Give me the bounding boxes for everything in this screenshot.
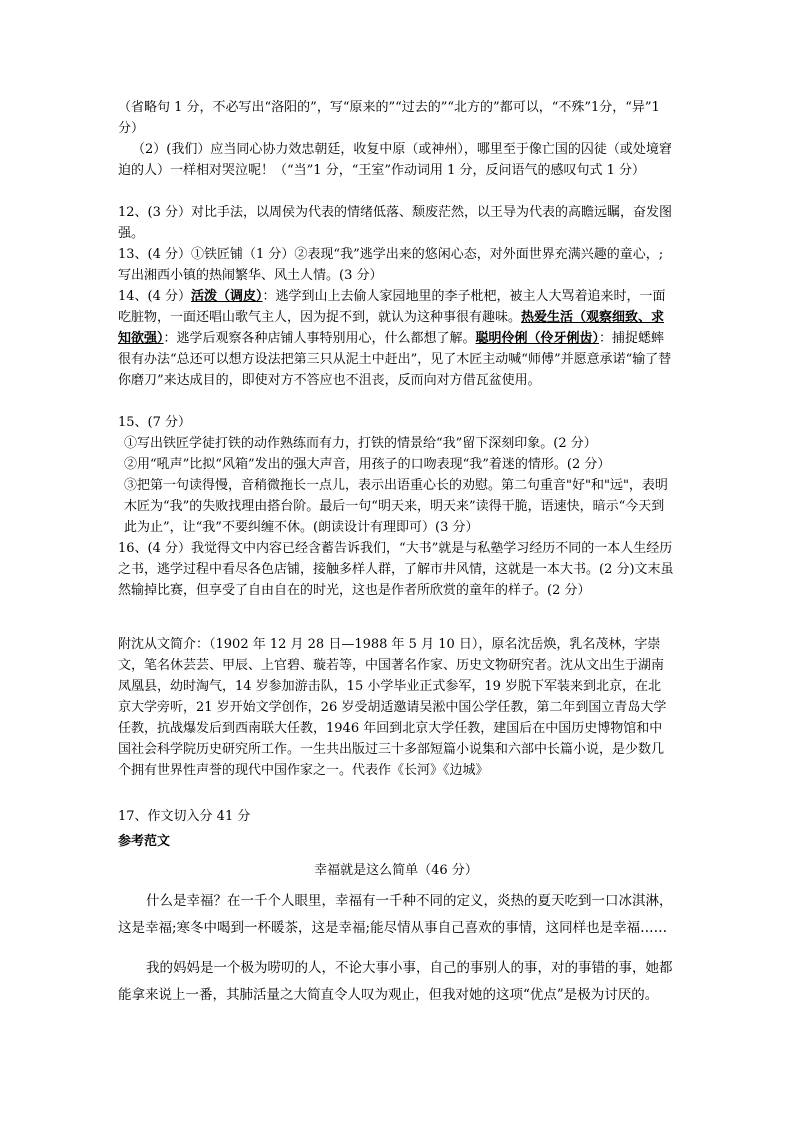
answer-15-item-3: ③把第一句读得慢，音稍微拖长一点儿，表示出语重心长的劝慰。第二句重音"好"和"远"，表明木匠为“我”的失败找理由搭台阶。最后一句“明天来，明天来”读得干脆，语速快，暗示“今天到此为止”，让“我”不要纠缠不休。(朗读设计有理即可）(3 分） xyxy=(124,478,668,535)
trait-clever: 聪明伶俐（伶牙俐齿） xyxy=(475,331,600,346)
reference-essay-label: 参考范文 xyxy=(118,834,171,849)
answer-15-item-2: ②用“吼声”比拟“风箱”发出的强大声音，用孩子的口吻表现“我”着迷的情形。(2 分） xyxy=(124,457,611,472)
author-bio: 附沈从文简介：（1902 年 12 月 28 日—1988 年 5 月 10 日），原名沈岳焕，乳名茂林，字崇文，笔名休芸芸、甲辰、上官碧、璇若等，中国著名作家、历史文物研究者。沈从文出生于湖南凤凰县，幼时淘气，14 岁参加游击队，15 小学毕业正式参军，19 岁脱下军装来到北京，在北京大学旁听，21 岁开始文学创作，26 岁受胡适邀请吴淞中国公学任教，第二年到国立青岛大学任教，抗战爆发后到西南联大任教，1946 年回到北京大学任教，建国后在中国历史博物馆和中国社会科学院历史研究所工作。一生共出版过三十多部短篇小说集和六部中长篇小说，是少数几个拥有世界性声誉的现代中国作家之一。代表作《长河》《边城》 xyxy=(118,637,667,778)
essay-paragraph-1: 什么是幸福？在一千个人眼里，幸福有一千种不同的定义，炎热的夏天吃到一口冰淇淋，这是幸福;寒冬中喝到一杯暖茶，这是幸福;能尽情从事自己喜欢的事情，这同样也是幸福…… xyxy=(118,893,673,936)
answer-15-item-1: ①写出铁匠学徒打铁的动作熟练而有力，打铁的情景给“我”留下深刻印象。(2 分） xyxy=(124,436,597,451)
answer-16: 16、(4 分）我觉得文中内容已经含蓄告诉我们，“大书”就是与私塾学习经历不同的一本人生经历之书，逃学过程中看尽各色店铺，接触多样人群，了解市井风情，这就是一本大书。(2 分)文末虽然输掉比赛，但享受了自由自在的时光，这也是作者所欣赏的童年的样子。(2 分） xyxy=(118,541,674,598)
answer-12: 12、(3 分）对比手法，以周侯为代表的情绪低落、颓废茫然，以王导为代表的高瞻远瞩，奋发图强。 xyxy=(118,205,673,241)
trait-lively: 活泼（调皮） xyxy=(191,289,263,304)
answer-11-part2: （2）(我们）应当同心协力效忠朝廷，收复中原（或神州），哪里至于像亡国的囚徒（或处境窘迫的人）一样相对哭泣呢！（“当”1 分，“王室”作动词用 1 分，反问语气的感叹句式 1 分） xyxy=(118,142,672,178)
answer-13: 13、(4 分）①铁匠铺（1 分）②表现“我”逃学出来的悠闲心态，对外面世界充满兴趣的童心，;写出湘西小镇的热闹繁华、风土人情。(3 分） xyxy=(118,247,664,283)
trait-love-life: 热爱生活（观察细致、求知欲强） xyxy=(118,310,665,346)
trait-love-life-text: ：逃学后观察各种店铺人事特别用心，什么都想了解。 xyxy=(163,331,476,346)
answer-11-tail: （省略句 1 分，不必写出“洛阳的”，写“原来的”“过去的”“北方的”都可以，“不殊”1分，“异”1 分） xyxy=(118,100,664,136)
answer-14 xyxy=(118,286,674,391)
essay-title: 幸福就是这么简单（46 分） xyxy=(314,863,478,878)
answer-14-label: 14、(4 分） xyxy=(118,289,192,304)
trait-clever-text: ：捕捉蟋蟀很有办法“总还可以想方设法把第三只从泥土中赶出”，见了木匠主动喊“师傅”并愿意承诺“输了替你磨刀”来达成目的，即使对方不答应也不沮丧，反而向对方借瓦盆使用。 xyxy=(118,331,672,388)
answer-15-heading: 15、(7 分） xyxy=(118,415,192,430)
answer-17: 17、作文切入分 41 分 xyxy=(118,809,251,824)
essay-paragraph-2: 我的妈妈是一个极为唠叨的人，不论大事小事，自己的事别人的事，对的事错的事，她都能拿来说上一番，其肺活量之大简直令人叹为观止，但我对她的这项“优点”是极为讨厌的。 xyxy=(118,960,673,1003)
trait-lively-text: ：逃学到山上去偷人家园地里的李子枇杷，被主人大骂着追来时，一面吃脏物，一面还唱山歌气主人，因为捉不到，就认为这种事很有趣味。 xyxy=(118,289,666,325)
